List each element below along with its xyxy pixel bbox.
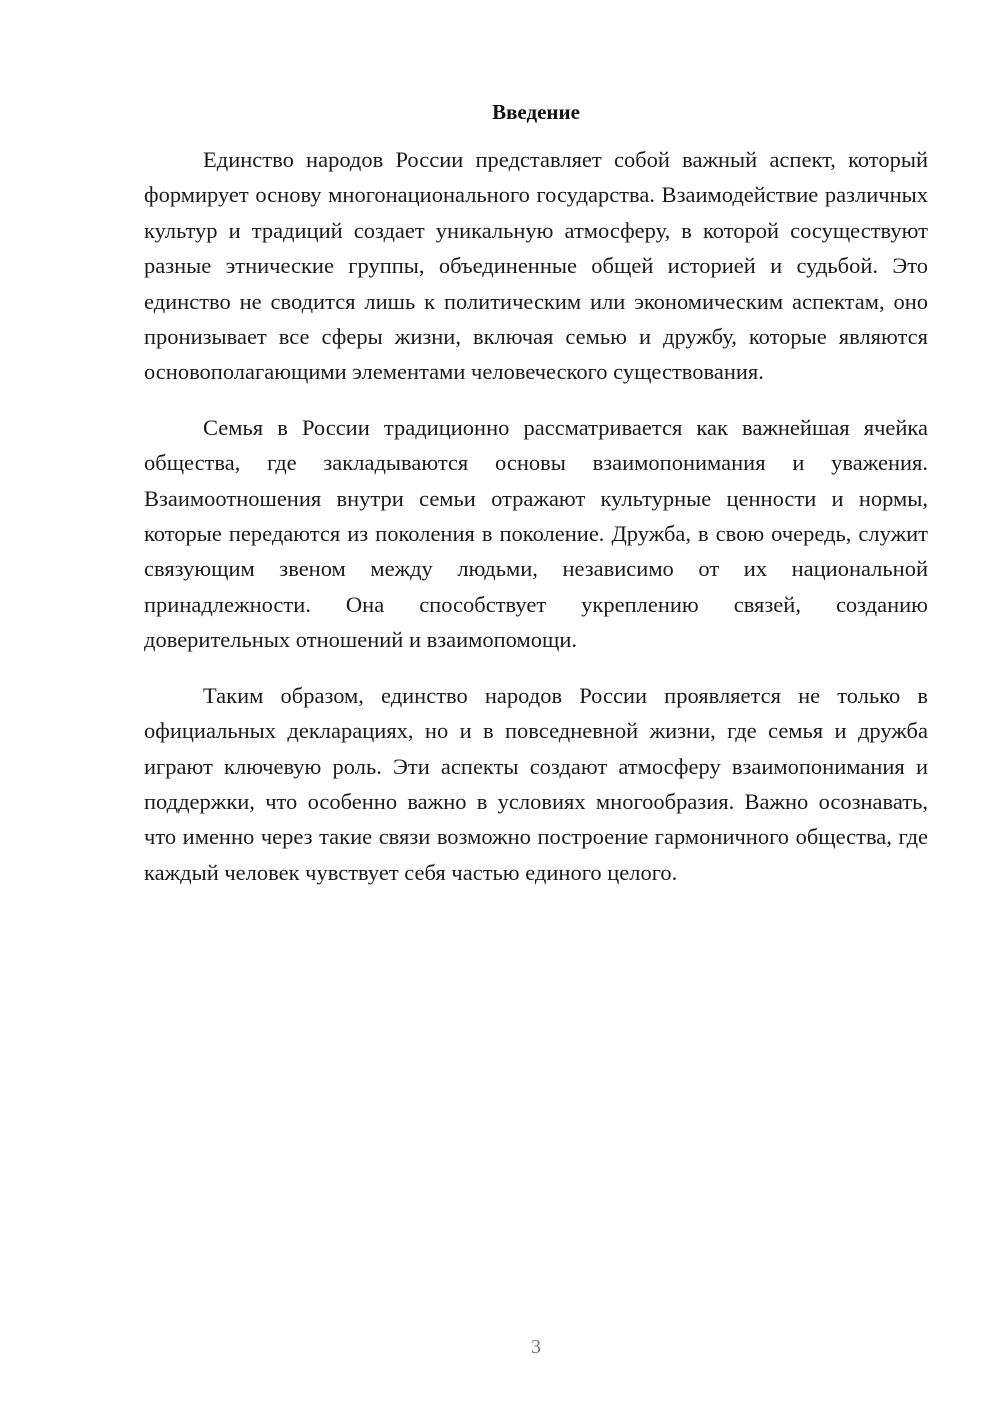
paragraph-3: Таким образом, единство народов России проявляется не только в официальных декларациях, но и в повседневной жизни, где семья и дружба играют ключевую роль. Эти аспекты создают атмосферу взаимопонимания и поддержки, что особенно важно в условиях многообразия. Важно осознавать, что именно через такие связи возможно построение гармоничного общества, где каждый человек чувствует себя частью единого целого. [144,682,928,885]
paragraph-2: Семья в России традиционно рассматривается как важнейшая ячейка общества, где закладываются основы взаимопонимания и уважения. Взаимоотношения внутри семьи отражают культурные ценности и нормы, которые передаются из поколения в поколение. Дружба, в свою очередь, служит связующим звеном между людьми, независимо от их национальной принадлежности. Она способствует укреплению связей, созданию доверительных отношений и взаимопомощи. [144,414,928,653]
paragraph-1: Единство народов России представляет собой важный аспект, который формирует основу многонационального государства. Взаимодействие различных культур и традиций создает уникальную атмосферу, в которой сосуществуют разные этнические группы, объединенные общей историей и судьбой. Это единство не сводится лишь к политическим или экономическим аспектам, оно пронизывает все сферы жизни, включая семью и дружбу, которые являются основополагающими элементами человеческого существования. [144,147,928,385]
page-number: 3 [531,1336,541,1358]
body-text [144,142,928,910]
page-title: Введение [492,100,580,124]
